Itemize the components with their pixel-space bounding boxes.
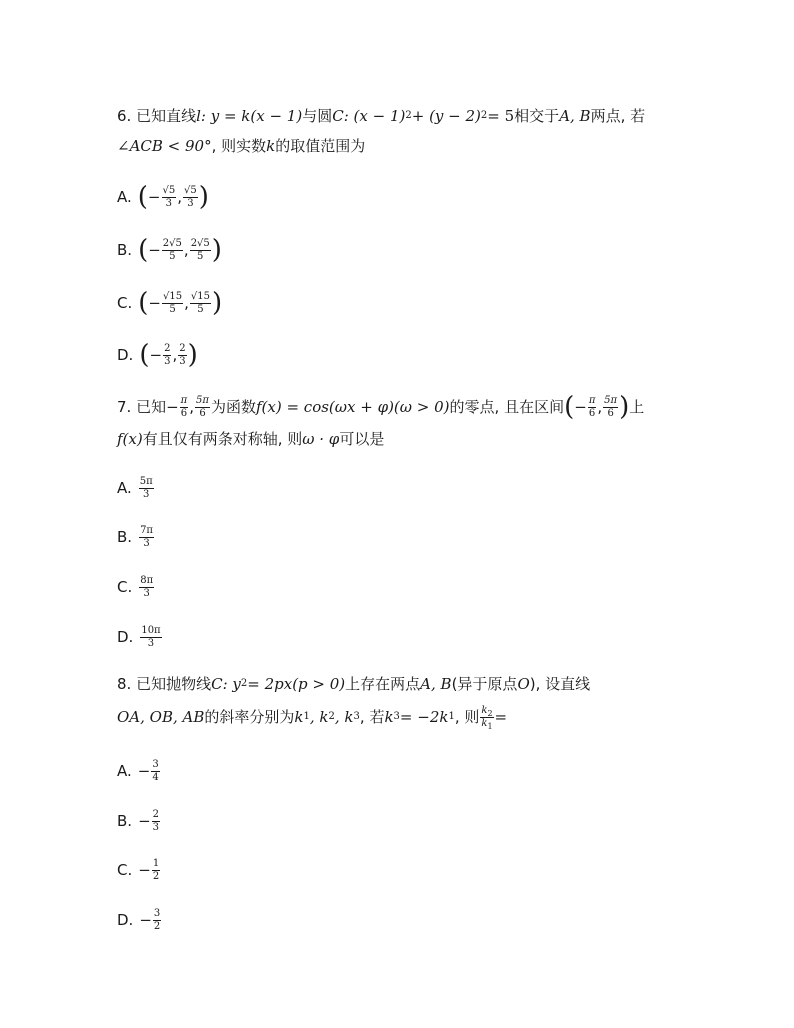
denominator: 3 <box>152 821 160 833</box>
q8-option-d[interactable] <box>117 905 162 935</box>
fraction <box>152 809 160 834</box>
fraction <box>153 908 161 933</box>
denominator: 5 <box>169 250 176 262</box>
q6-points: A, B <box>559 107 591 125</box>
denominator: 5 <box>197 250 204 262</box>
q6-angle: ∠ACB < 90° <box>117 137 212 155</box>
q8-text5: , 若 <box>359 708 385 726</box>
q6-circle-eq2: + (y − 2) <box>411 107 481 125</box>
fraction <box>588 395 597 420</box>
denominator: 3 <box>187 197 194 209</box>
q6-circle-r: = 5 <box>487 107 515 125</box>
denominator: 3 <box>143 488 150 500</box>
right-paren: ) <box>211 288 223 318</box>
k: k <box>481 704 488 716</box>
comma: , <box>184 294 189 312</box>
q8-text6: , 则 <box>454 708 480 726</box>
numerator: 2 <box>179 342 186 354</box>
option-label: B. <box>117 812 133 830</box>
q8-k: k <box>384 708 394 726</box>
fraction <box>139 476 154 501</box>
option-label: A. <box>117 479 132 497</box>
q8-stem-line1: 8. 已知抛物线 C : y 2 = 2px(p > 0) 上存在两点 A, B (异于原点 O ), 设直线 <box>117 669 590 699</box>
q8-stem-line2: OA, OB, AB 的斜率分别为 k 1 , k 2 , k 3 , 若 k 3 = −2k 1 , 则 $\frac{k_2}{k_1}$ = <box>117 702 507 732</box>
minus: − <box>148 241 161 259</box>
option-label: B. <box>117 528 133 546</box>
option-label: A. <box>117 188 132 206</box>
q6-text5: 的取值范围为 <box>275 137 366 155</box>
right-paren: ) <box>198 182 209 212</box>
q7-option-c[interactable] <box>117 572 155 602</box>
q7-text3: 上 <box>629 398 645 416</box>
right-paren: ) <box>187 340 198 370</box>
comma: , <box>189 398 195 416</box>
minus: − <box>139 911 152 929</box>
q8-eq2: = 2px(p > 0) <box>247 675 346 693</box>
numerator: 10π <box>141 624 161 636</box>
option-label: B. <box>117 241 133 259</box>
q8-lines: OA, OB, AB <box>117 708 205 726</box>
minus: − <box>138 861 151 879</box>
left-paren: ( <box>138 235 149 265</box>
denominator: 4 <box>152 771 159 783</box>
right-paren: ) <box>211 235 222 265</box>
numerator: √15 <box>190 290 210 302</box>
q8-option-c[interactable] <box>117 855 161 885</box>
left-paren: ( <box>138 288 149 318</box>
q7-stem-line2 <box>117 424 384 454</box>
q6-circle-eq: : (x − 1) <box>343 107 406 125</box>
k: k <box>481 717 488 729</box>
denominator: 5 <box>197 303 204 315</box>
fraction <box>139 525 154 550</box>
numerator: 2√5 <box>162 237 182 249</box>
denominator: 2 <box>152 870 160 882</box>
fraction <box>162 291 183 316</box>
q8-eq: : y <box>222 675 241 693</box>
minus: − <box>166 398 179 416</box>
numerator: √5 <box>184 184 197 196</box>
comma: , <box>177 188 183 206</box>
denominator: 3 <box>143 587 150 599</box>
q7-product: ω · φ <box>302 430 340 448</box>
q6-number: 6. 已知直线 <box>117 107 197 125</box>
left-paren: ( <box>564 392 575 422</box>
q8-text3: ), 设直线 <box>529 675 591 693</box>
fraction <box>162 185 177 210</box>
minus: − <box>137 762 151 780</box>
q8-k: k <box>294 708 304 726</box>
denominator: 3 <box>179 355 186 367</box>
fraction <box>163 343 171 368</box>
fraction <box>140 625 161 650</box>
option-label: D. <box>117 911 134 929</box>
q6-line-eq: : y = k(x − 1) <box>200 107 303 125</box>
numerator: 5π <box>604 394 618 406</box>
q8-k: , k <box>334 708 354 726</box>
denominator: 6 <box>607 407 614 419</box>
left-paren: ( <box>139 340 150 370</box>
q7-option-b[interactable] <box>117 522 155 552</box>
fraction <box>190 238 211 263</box>
minus: − <box>574 398 587 416</box>
q6-option-a[interactable] <box>117 182 209 212</box>
numerator: 7π <box>140 524 153 536</box>
fraction <box>480 705 493 730</box>
q8-number: 8. 已知抛物线 <box>117 675 212 693</box>
comma: , <box>172 346 178 364</box>
q6-option-b[interactable] <box>117 235 222 265</box>
option-label: D. <box>117 346 134 364</box>
fraction <box>190 291 211 316</box>
comma: , <box>183 241 189 259</box>
numerator: π <box>588 394 596 406</box>
numerator: 3 <box>152 758 159 770</box>
fraction <box>151 759 159 784</box>
q6-stem-line2 <box>117 131 365 161</box>
option-label: C. <box>117 578 133 596</box>
sub: 1 <box>487 721 493 731</box>
q6-text3: 两点, 若 <box>590 107 646 125</box>
q6-text: 与圆 <box>302 107 333 125</box>
minus: − <box>147 188 161 206</box>
denominator: 5 <box>169 303 176 315</box>
numerator: √15 <box>162 290 183 302</box>
q8-text: 上存在两点 <box>345 675 421 693</box>
q8-text4: 的斜率分别为 <box>204 708 295 726</box>
minus: − <box>149 346 163 364</box>
q8-parabola-name: C <box>211 675 223 693</box>
q8-equals: = <box>494 708 508 726</box>
q6-k: k <box>266 137 276 155</box>
numerator <box>480 705 493 718</box>
q6-circle-name: C <box>332 107 344 125</box>
fraction <box>178 343 186 368</box>
q7-option-d[interactable] <box>117 622 163 652</box>
denominator: 3 <box>143 537 150 549</box>
denominator: 3 <box>165 197 173 209</box>
fraction <box>152 858 160 883</box>
q7-text4: 有且仅有两条对称轴, 则 <box>142 430 303 448</box>
denominator: 6 <box>588 407 596 419</box>
numerator: 2 <box>152 808 160 820</box>
option-label: C. <box>117 861 133 879</box>
q6-option-c[interactable] <box>117 288 222 318</box>
minus: − <box>138 812 151 830</box>
denominator: 3 <box>147 637 155 649</box>
option-label: C. <box>117 294 133 312</box>
option-label: A. <box>117 762 132 780</box>
numerator: π <box>180 394 188 406</box>
q8-points: A, B <box>420 675 452 693</box>
q7-fx: f(x) <box>117 430 143 448</box>
fraction <box>195 395 210 420</box>
q7-stem-line1 <box>117 392 644 422</box>
sub: 2 <box>487 708 493 718</box>
numerator: 8π <box>140 574 154 586</box>
q7-function: f(x) = cos(ωx + φ)(ω > 0) <box>255 398 450 416</box>
fraction <box>139 575 154 600</box>
right-paren: ) <box>619 392 630 422</box>
q8-option-b[interactable] <box>117 806 161 836</box>
q7-text2: 的零点, 且在区间 <box>449 398 565 416</box>
q8-option-a[interactable] <box>117 756 161 786</box>
q6-text4: , 则实数 <box>211 137 267 155</box>
denominator: 3 <box>164 355 171 367</box>
minus: − <box>148 294 161 312</box>
q6-line-name: l <box>196 107 201 125</box>
q6-text2: 相交于 <box>514 107 560 125</box>
numerator: √5 <box>162 184 176 196</box>
q8-k: = −2k <box>399 708 449 726</box>
q8-origin: O <box>517 675 530 693</box>
denominator: 6 <box>199 407 206 419</box>
comma: , <box>597 398 603 416</box>
q7-text5: 可以是 <box>339 430 385 448</box>
fraction <box>180 395 189 420</box>
option-label: D. <box>117 628 134 646</box>
numerator: 5π <box>196 394 209 406</box>
q8-text2: (异于原点 <box>451 675 518 693</box>
q7-text: 为函数 <box>210 398 256 416</box>
denominator: 6 <box>180 407 188 419</box>
q6-option-d[interactable] <box>117 340 198 370</box>
fraction <box>183 185 198 210</box>
fraction <box>603 395 618 420</box>
fraction <box>162 238 183 263</box>
left-paren: ( <box>137 182 148 212</box>
denominator <box>480 718 493 730</box>
numerator: 2 <box>164 342 171 354</box>
q8-k: , k <box>309 708 329 726</box>
numerator: 1 <box>152 857 160 869</box>
q7-option-a[interactable] <box>117 473 155 503</box>
denominator: 2 <box>153 920 161 932</box>
numerator: 3 <box>153 907 161 919</box>
q6-stem-line1: 6. 已知直线 l : y = k(x − 1) 与圆 C : (x − 1) 2 + (y − 2) 2 = 5 相交于 A, B 两点, 若 <box>117 101 645 131</box>
numerator: 5π <box>139 475 153 487</box>
numerator: 2√5 <box>190 237 210 249</box>
q7-number: 7. 已知 <box>117 398 167 416</box>
